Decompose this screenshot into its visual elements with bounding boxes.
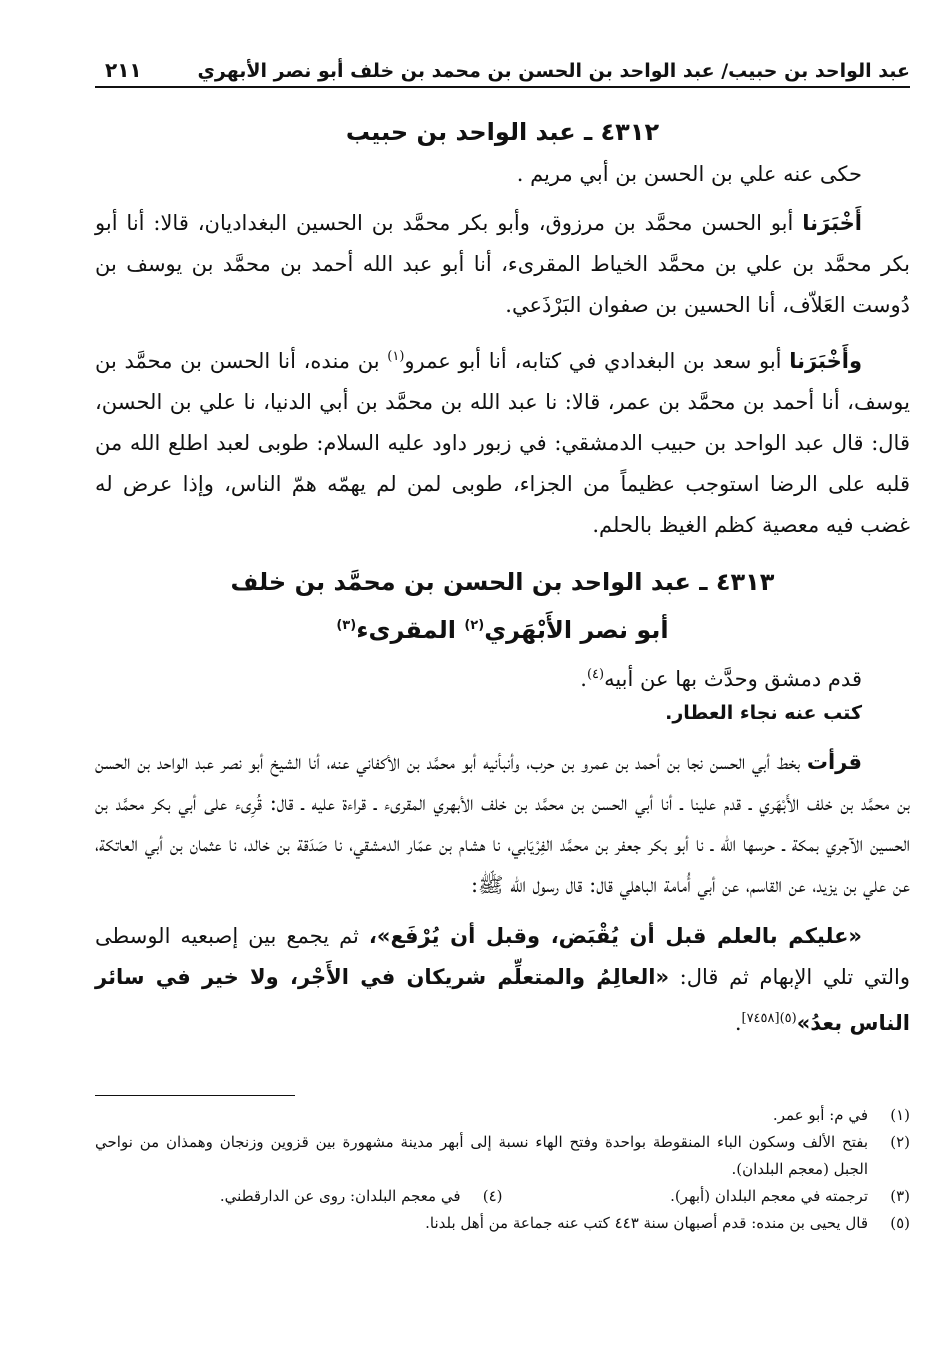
footnote-2: [95, 1129, 910, 1183]
paragraph-lead: أَخْبَرَنا: [802, 211, 862, 235]
entry-title-text: المقرىء: [356, 616, 465, 644]
entry-line: [95, 658, 910, 696]
entry-title: ٤٣١٣ ـ عبد الواحد بن الحسن بن محمَّد بن خلف: [230, 568, 775, 596]
footnote-number: (١): [890, 1106, 910, 1124]
footnote-3: [503, 1183, 911, 1210]
entry-title-text: أبو نصر الأَبْهَري: [484, 616, 669, 644]
paragraph-lead: قرأت: [806, 750, 862, 774]
entry-paragraph: [95, 203, 910, 326]
footnote-text: في معجم البلدان: روى عن الدارقطني.: [219, 1187, 461, 1205]
running-title: عبد الواحد بن حبيب/ عبد الواحد بن الحسن بن محمد بن خلف أبو نصر الأبهري: [197, 60, 910, 82]
entry-4313: [95, 560, 910, 1044]
footnotes: [95, 1102, 910, 1237]
entry-paragraph: [95, 916, 910, 1044]
paragraph-text: ثم يجمع بين إصبعيه الوسطى والتي تلي الإبهام ثم قال:: [95, 924, 911, 989]
paragraph-lead: وأَخْبَرَنا: [789, 349, 862, 373]
footnote-rule: [95, 1095, 295, 1096]
footnote-text: ترجمته في معجم البلدان (أبهر).: [670, 1187, 868, 1205]
entry-paragraph: [95, 336, 910, 546]
footnote-ref: (٣): [336, 618, 357, 633]
entry-text: .: [580, 667, 587, 691]
footnote-text: قال يحيى بن منده: قدم أصبهان سنة ٤٤٣ كتب عنه جماعة من أهل بلدنا.: [425, 1214, 868, 1232]
header-rule: [95, 86, 910, 88]
entry-title-line2: [95, 604, 910, 652]
hadith-quote: «عليكم بالعلم قبل أن يُقْبَض، وقبل أن يُرْفَع»،: [368, 924, 862, 948]
footnote-text: في م: أبو عمر.: [772, 1106, 868, 1124]
footnote-ref: (١): [387, 349, 405, 364]
page-number: ٢١١: [105, 58, 142, 82]
footnote-number: (٢): [890, 1133, 910, 1151]
footnote-number: (٥): [890, 1214, 910, 1232]
paragraph-text: أبو الحسن محمَّد بن مرزوق، وأبو بكر محمَّد بن الحسين البغداديان، قالا: أنا أبو بكر محمَّد بن علي بن محمَّد الخياط المقرىء، أنا أبو عبد الله أحمد بن محمَّد بن يوسف بن دُوست العَلاّف، أنا الحسين بن صفوان البَرْذَعي.: [95, 211, 910, 317]
entry-line: حكى عنه علي بن الحسن بن أبي مريم .: [516, 162, 862, 186]
paragraph-text: بخط أبي الحسن نجا بن أحمد بن عمرو بن حرب، وأنبأنيه أبو محمَّد بن الأكفاني عنه، أنا الشيخ أبو نصر عبد الواحد بن الحسن بن محمَّد بن خلف الأَبْهَري ـ قدم علينا ـ أنا أبي الحسن بن محمَّد بن خلف الأبهري المقرىء ـ قراءة عليه ـ قال: قُرِىء على أبي بكر محمَّد بن الحسين الآجري بمكة ـ حرسها الله ـ نا أبو بكر جعفر بن محمَّد الفِرْيَابي، نا هشام بن عمّار الدمشقي، نا صَدَقة بن خالد، نا عثمان بن أبي العاتكة، عن علي بن يزيد، عن القاسم، عن أبي أُمامة الباهلي قال: قال رسول الله ﷺ:: [95, 750, 910, 897]
running-header: [95, 38, 910, 82]
entry-line: كتب عنه نجاء العطار.: [665, 702, 862, 724]
paragraph-text: بن منده، أنا الحسن بن محمَّد بن يوسف، أنا أحمد بن محمَّد بن عمر، قالا: نا عبد الله بن محمَّد بن أبي الدنيا، نا علي بن الحسن، قال: قال عبد الواحد بن حبيب الدمشقي: في زبور داود عليه السلام: طوبى لعبد اطلع الله من قلبه على الرضا استوجب عظيماً من الجزاء، طوبى لمن لم يهمّه همّ الناس، وإذا عرض له غضب فيه معصية كظم الغيظ بالحلم.: [95, 349, 910, 537]
entry-title: ٤٣١٢ ـ عبد الواحد بن حبيب: [345, 118, 660, 146]
footnote-ref: (٥): [779, 1011, 797, 1026]
footnote-ref: (٢): [464, 618, 485, 633]
footnote-number: (٤): [482, 1187, 503, 1205]
footnote-5: [95, 1210, 910, 1237]
footnote-ref: (٤): [586, 667, 605, 682]
paragraph-text: أبو سعد بن البغدادي في كتابه، أنا أبو عمرو: [404, 349, 790, 373]
footnote-row: [95, 1183, 910, 1210]
entry-paragraph: [95, 742, 910, 906]
footnote-1: [95, 1102, 910, 1129]
paragraph-text: .: [734, 1011, 742, 1035]
entry-text: قدم دمشق وحدَّث بها عن أبيه: [604, 667, 862, 691]
hadith-number: [٧٤٥٨]: [741, 1011, 780, 1026]
hadith-quote: «العالِمُ والمتعلِّم شريكان في الأَجْر، ولا خير في سائر الناس بعدُ»: [95, 965, 910, 1035]
entry-4312: [95, 110, 910, 546]
footnote-4: [95, 1183, 503, 1210]
footnote-text: بفتح الألف وسكون الباء المنقوطة بواحدة وفتح الهاء نسبة إلى أبهر مدينة مشهورة بين قزوين وزنجان وهمذان من نواحي الجبل (معجم البلدان).: [95, 1133, 868, 1178]
footnote-number: (٣): [890, 1187, 910, 1205]
